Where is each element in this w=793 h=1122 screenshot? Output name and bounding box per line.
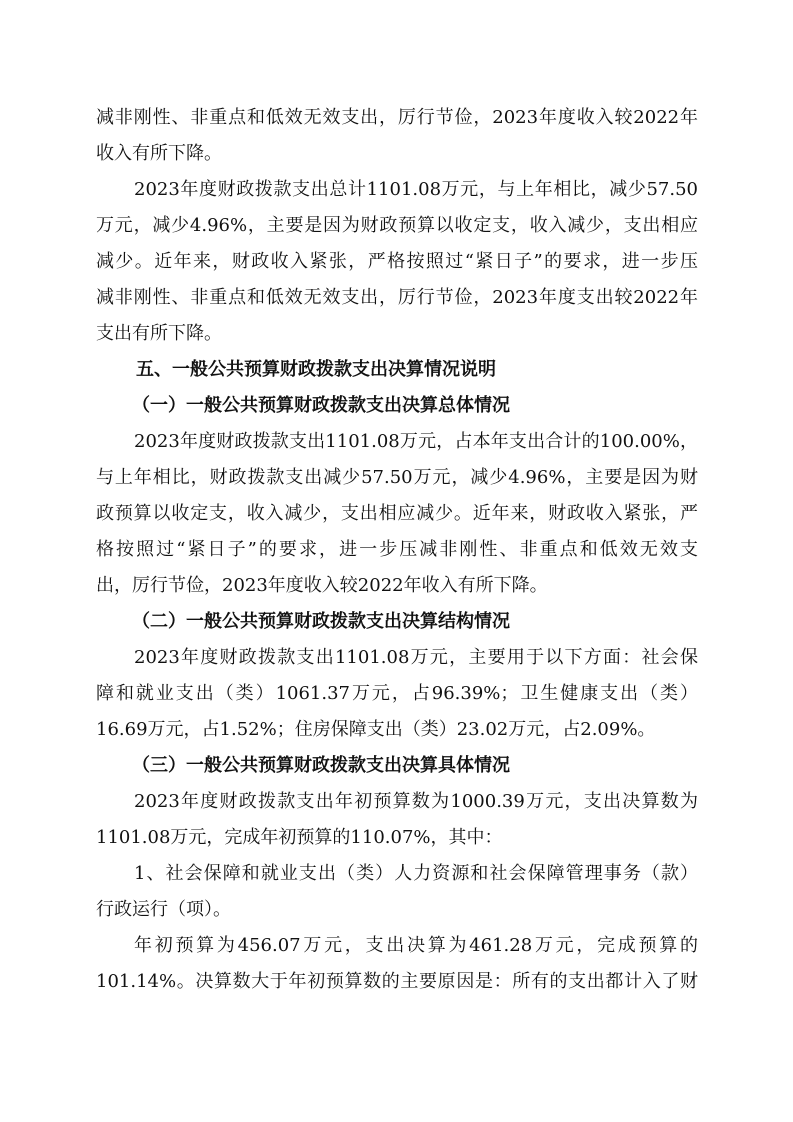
text-line: 政预算以收定支，收入减少，支出相应减少。近年来，财政收入紧张，严 [96, 503, 698, 524]
section-heading: 五、一般公共预算财政拨款支出决算情况说明 [136, 359, 496, 380]
text-line: 年初预算为456.07万元，支出决算为461.28万元，完成预算的 [134, 935, 698, 956]
paragraph-income-continuation [96, 100, 698, 172]
text-line: 2023年度财政拨款支出1101.08万元，主要用于以下方面：社会保 [134, 647, 698, 668]
text-line: 1101.08万元，完成年初预算的110.07%，其中： [96, 827, 503, 848]
text-line: 万元，减少4.96%，主要是因为财政预算以收定支，收入减少，支出相应 [96, 215, 698, 236]
paragraph-overall [96, 424, 698, 604]
text-line: 1、社会保障和就业支出（类）人力资源和社会保障管理事务（款） [134, 863, 698, 884]
text-line: 行政运行（项）。 [96, 899, 231, 920]
paragraph-structure [96, 640, 698, 748]
text-line: 支出有所下降。 [96, 323, 222, 344]
text-line: 障和就业支出（类）1061.37万元，占96.39%；卫生健康支出（类） [96, 683, 698, 704]
paragraph-total-expenditure [96, 172, 698, 352]
text-line: 出，厉行节俭，2023年度收入较2022年收入有所下降。 [96, 575, 548, 596]
subsection-heading: （一）一般公共预算财政拨款支出决算总体情况 [132, 395, 510, 416]
text-line: 2023年度财政拨款支出总计1101.08万元，与上年相比，减少57.50 [134, 179, 698, 200]
text-line: 2023年度财政拨款支出年初预算数为1000.39万元，支出决算数为 [134, 791, 698, 812]
text-line: 101.14%。决算数大于年初预算数的主要原因是：所有的支出都计入了财 [96, 971, 698, 992]
text-line: 16.69万元，占1.52%；住房保障支出（类）23.02万元，占2.09%。 [96, 719, 656, 740]
text-line: 减非刚性、非重点和低效无效支出，厉行节俭，2023年度收入较2022年 [96, 107, 698, 128]
text-line: 格按照过“紧日子”的要求，进一步压减非刚性、非重点和低效无效支 [96, 539, 698, 560]
text-line: 2023年度财政拨款支出1101.08万元，占本年支出合计的100.00%， [134, 431, 698, 452]
text-line: 减少。近年来，财政收入紧张，严格按照过“紧日子”的要求，进一步压 [96, 251, 698, 272]
text-line: 减非刚性、非重点和低效无效支出，厉行节俭，2023年度支出较2022年 [96, 287, 698, 308]
text-line: 收入有所下降。 [96, 143, 222, 164]
text-line: 与上年相比，财政拨款支出减少57.50万元，减少4.96%，主要是因为财 [96, 467, 698, 488]
paragraph-details [96, 784, 698, 1000]
subsection-heading: （三）一般公共预算财政拨款支出决算具体情况 [132, 755, 510, 776]
subsection-heading: （二）一般公共预算财政拨款支出决算结构情况 [132, 611, 510, 632]
document-page [96, 100, 698, 1000]
